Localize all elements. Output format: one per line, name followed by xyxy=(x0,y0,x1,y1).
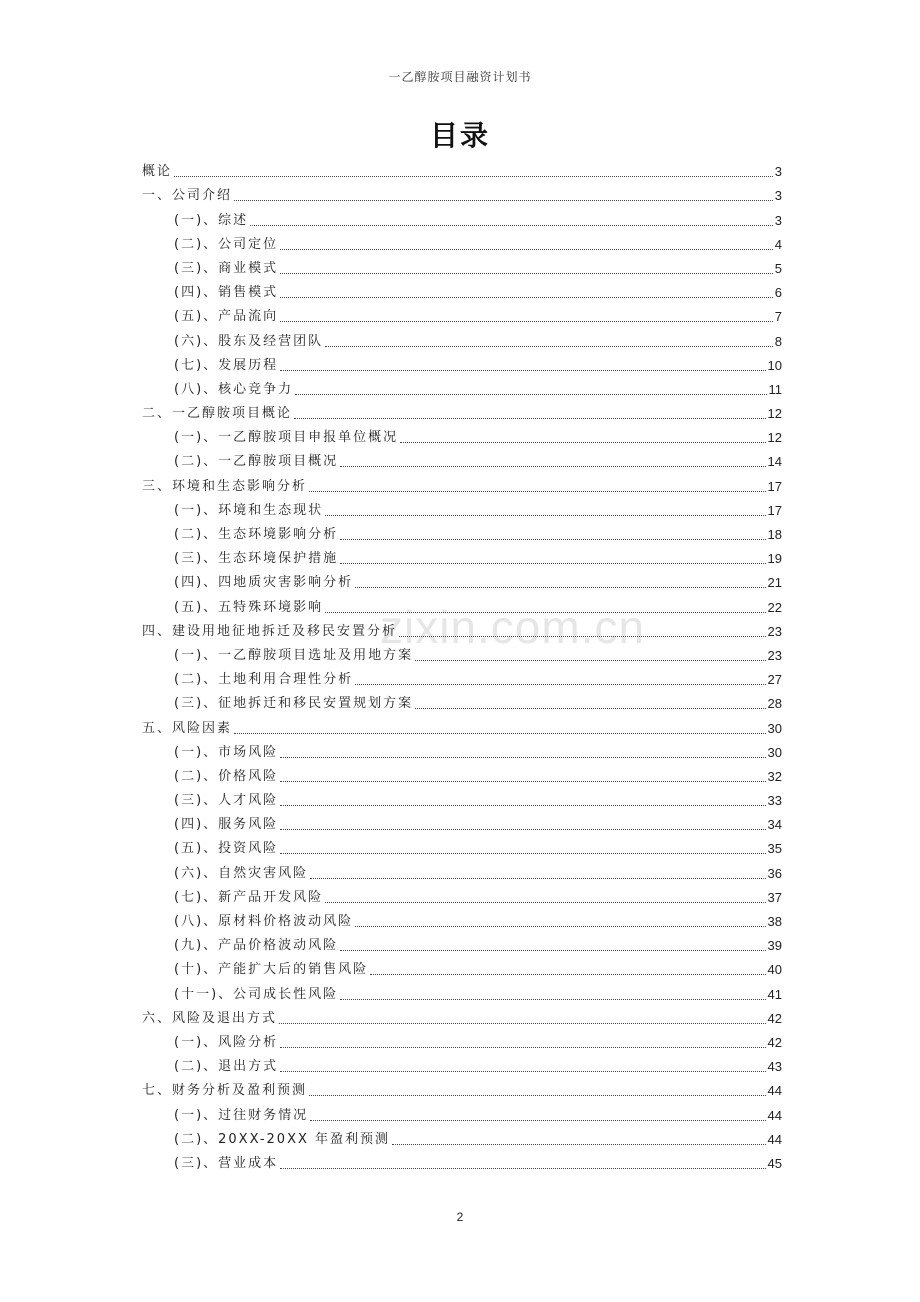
toc-entry[interactable] xyxy=(142,982,782,1006)
toc-entry-page: 33 xyxy=(767,793,782,809)
dot-leader xyxy=(415,707,765,709)
dot-leader xyxy=(280,272,773,274)
toc-entry[interactable] xyxy=(142,354,782,378)
toc-entry-page: 12 xyxy=(767,430,782,446)
toc-entry[interactable] xyxy=(142,595,782,619)
toc-entry-page: 38 xyxy=(767,914,782,929)
dot-leader xyxy=(280,1070,765,1072)
dot-leader xyxy=(174,175,773,177)
toc-entry[interactable] xyxy=(142,716,782,740)
toc-entry-page: 37 xyxy=(767,889,782,905)
toc-entry-title: 概论 xyxy=(142,164,173,180)
dot-leader xyxy=(325,514,765,516)
toc-entry[interactable] xyxy=(142,692,782,716)
toc-entry-page: 44 xyxy=(767,1107,782,1123)
toc-entry-title: (六)、自然灾害风险 xyxy=(174,865,309,881)
toc-entry-title: (二)、土地利用合理性分析 xyxy=(174,672,354,688)
toc-entry-title: (一)、一乙醇胺项目申报单位概况 xyxy=(174,430,399,446)
toc-entry-title: (一)、环境和生态现状 xyxy=(174,502,324,518)
dot-leader xyxy=(250,224,773,226)
dot-leader xyxy=(280,369,765,371)
dot-leader xyxy=(340,465,765,467)
dot-leader xyxy=(310,877,765,879)
toc-entry[interactable] xyxy=(142,499,782,523)
toc-entry[interactable] xyxy=(142,668,782,692)
toc-entry-page: 7 xyxy=(774,309,782,325)
toc-entry[interactable] xyxy=(142,523,782,547)
toc-entry-title: (九)、产品价格波动风险 xyxy=(174,938,339,954)
toc-entry[interactable] xyxy=(142,644,782,668)
toc-entry-title: (三)、生态环境保护措施 xyxy=(174,551,339,567)
toc-entry[interactable] xyxy=(142,329,782,353)
dot-leader xyxy=(280,320,773,322)
toc-entry-title: (十)、产能扩大后的销售风险 xyxy=(174,962,369,978)
toc-entry-title: 二、一乙醇胺项目概论 xyxy=(142,406,293,422)
toc-entry[interactable] xyxy=(142,402,782,426)
toc-entry[interactable] xyxy=(142,281,782,305)
toc-entry-page: 23 xyxy=(767,647,782,663)
toc-entry-title: (一)、风险分析 xyxy=(174,1034,279,1050)
toc-entry-page: 34 xyxy=(767,817,782,833)
dot-leader xyxy=(309,490,766,492)
toc-entry-page: 32 xyxy=(767,768,782,784)
dot-leader xyxy=(295,393,766,395)
toc-entry[interactable] xyxy=(142,450,782,474)
toc-entry-page: 30 xyxy=(767,720,782,736)
toc-entry-title: (五)、投资风险 xyxy=(174,841,279,857)
toc-entry[interactable] xyxy=(142,474,782,498)
toc-entry[interactable] xyxy=(142,861,782,885)
toc-entry-page: 21 xyxy=(767,575,782,591)
dot-leader xyxy=(400,441,765,443)
toc-entry-page: 27 xyxy=(767,672,782,688)
dot-leader xyxy=(399,635,766,637)
toc-entry-page: 14 xyxy=(767,454,782,470)
toc-entry-page: 18 xyxy=(767,527,782,542)
toc-entry-page: 39 xyxy=(767,938,782,954)
toc-entry-page: 19 xyxy=(767,551,782,567)
toc-entry-title: (八)、原材料价格波动风险 xyxy=(174,914,354,929)
dot-leader xyxy=(280,1167,765,1169)
toc-entry[interactable] xyxy=(142,208,782,232)
toc-entry[interactable] xyxy=(142,1055,782,1079)
table-of-contents xyxy=(142,160,782,1176)
dot-leader xyxy=(310,1119,765,1121)
watermark: zixin.com.cn xyxy=(380,601,646,653)
toc-entry[interactable] xyxy=(142,305,782,329)
toc-entry-title: (三)、人才风险 xyxy=(174,793,279,809)
dot-leader xyxy=(325,345,773,347)
toc-entry-title: 六、风险及退出方式 xyxy=(142,1010,278,1026)
dot-leader xyxy=(370,973,765,975)
toc-entry-title: (一)、过往财务情况 xyxy=(174,1107,309,1123)
dot-leader xyxy=(280,804,765,806)
toc-entry-title: 五、风险因素 xyxy=(142,720,233,736)
toc-entry-title: 七、财务分析及盈利预测 xyxy=(142,1083,308,1099)
toc-entry[interactable] xyxy=(142,910,782,934)
dot-leader xyxy=(280,852,765,854)
toc-entry-page: 17 xyxy=(767,502,782,518)
toc-entry-title: (三)、商业模式 xyxy=(174,260,279,276)
dot-leader xyxy=(280,248,773,250)
toc-entry[interactable] xyxy=(142,620,782,644)
toc-entry-title: (二)、公司定位 xyxy=(174,236,279,252)
toc-entry[interactable] xyxy=(142,837,782,861)
dot-leader xyxy=(325,611,765,613)
toc-entry[interactable] xyxy=(142,789,782,813)
toc-entry-title: (一)、市场风险 xyxy=(174,744,279,760)
dot-leader xyxy=(234,732,766,734)
toc-entry[interactable] xyxy=(142,378,782,402)
toc-entry-page: 40 xyxy=(767,962,782,978)
toc-entry[interactable] xyxy=(142,1079,782,1103)
dot-leader xyxy=(340,998,765,1000)
dot-leader xyxy=(325,901,765,903)
toc-entry[interactable] xyxy=(142,741,782,765)
toc-entry-title: (四)、四地质灾害影响分析 xyxy=(174,575,354,591)
toc-entry-title: (二)、价格风险 xyxy=(174,768,279,784)
toc-entry[interactable] xyxy=(142,1007,782,1031)
toc-entry-title: (八)、核心竞争力 xyxy=(174,381,294,397)
toc-entry-page: 35 xyxy=(767,841,782,857)
toc-entry-title: (六)、股东及经营团队 xyxy=(174,333,324,349)
toc-entry[interactable] xyxy=(142,547,782,571)
dot-leader xyxy=(355,925,765,927)
dot-leader xyxy=(340,562,765,564)
toc-entry[interactable] xyxy=(142,426,782,450)
toc-entry-title: (五)、五特殊环境影响 xyxy=(174,599,324,615)
toc-entry-page: 36 xyxy=(767,865,782,881)
toc-entry-page: 8 xyxy=(774,333,782,349)
toc-entry-title: (二)、退出方式 xyxy=(174,1059,279,1075)
toc-entry[interactable] xyxy=(142,958,782,982)
toc-entry-page: 44 xyxy=(767,1083,782,1099)
toc-entry-title: 四、建设用地征地拆迁及移民安置分析 xyxy=(142,623,398,639)
dot-leader xyxy=(355,683,765,685)
toc-entry-page: 10 xyxy=(767,357,782,373)
page-title: 目录 xyxy=(429,119,490,152)
dot-leader xyxy=(234,199,773,201)
toc-entry-title: (七)、发展历程 xyxy=(174,357,279,373)
toc-entry-title: (五)、产品流向 xyxy=(174,309,279,325)
toc-entry-title: (七)、新产品开发风险 xyxy=(174,889,324,905)
toc-entry[interactable] xyxy=(142,571,782,595)
toc-entry-title: (十一)、公司成长性风险 xyxy=(174,986,339,1002)
toc-entry-page: 4 xyxy=(774,236,782,252)
toc-entry-title: (四)、服务风险 xyxy=(174,817,279,833)
dot-leader xyxy=(340,538,765,540)
toc-entry-title: (四)、销售模式 xyxy=(174,285,279,301)
toc-entry[interactable] xyxy=(142,1128,782,1152)
toc-entry-title: (二)、一乙醇胺项目概况 xyxy=(174,454,339,470)
toc-entry-page: 17 xyxy=(767,478,782,494)
toc-entry-page: 3 xyxy=(774,212,782,228)
dot-leader xyxy=(280,780,765,782)
toc-entry-title: (三)、征地拆迁和移民安置规划方案 xyxy=(174,696,414,712)
dot-leader xyxy=(294,417,766,419)
toc-entry-title: (二)、20XX-20XX 年盈利预测 xyxy=(174,1131,391,1147)
toc-entry[interactable] xyxy=(142,1103,782,1127)
dot-leader xyxy=(280,1046,765,1048)
dot-leader xyxy=(355,586,765,588)
toc-entry-page: 43 xyxy=(767,1059,782,1075)
page-number: 2 xyxy=(456,1210,464,1224)
toc-entry-page: 11 xyxy=(768,381,782,397)
toc-entry-page: 44 xyxy=(767,1131,782,1147)
toc-entry-title: (三)、营业成本 xyxy=(174,1155,279,1171)
toc-entry[interactable] xyxy=(142,1031,782,1055)
running-header: 一乙醇胺项目融资计划书 xyxy=(388,70,532,84)
dot-leader xyxy=(340,949,765,951)
dot-leader xyxy=(415,659,765,661)
toc-entry-page: 12 xyxy=(767,406,782,422)
toc-entry[interactable] xyxy=(142,934,782,958)
toc-entry-page: 22 xyxy=(767,599,782,615)
dot-leader xyxy=(279,1022,766,1024)
toc-entry-page: 23 xyxy=(767,623,782,639)
toc-entry[interactable] xyxy=(142,813,782,837)
toc-entry-page: 28 xyxy=(767,696,782,712)
toc-entry-page: 3 xyxy=(774,164,782,180)
toc-entry-page: 30 xyxy=(767,744,782,760)
toc-entry[interactable] xyxy=(142,257,782,281)
toc-entry-page: 6 xyxy=(774,285,782,301)
dot-leader xyxy=(280,828,765,830)
dot-leader xyxy=(392,1143,766,1145)
toc-entry-page: 5 xyxy=(774,260,782,276)
toc-entry-title: 三、环境和生态影响分析 xyxy=(142,478,308,494)
toc-entry-title: (二)、生态环境影响分析 xyxy=(174,527,339,542)
toc-entry[interactable] xyxy=(142,184,782,208)
dot-leader xyxy=(280,296,773,298)
toc-entry-page: 42 xyxy=(767,1010,782,1026)
toc-entry-title: 一、公司介绍 xyxy=(142,188,233,204)
toc-entry-title: (一)、综述 xyxy=(174,212,249,228)
dot-leader xyxy=(280,756,765,758)
toc-entry-page: 3 xyxy=(774,188,782,204)
toc-entry[interactable] xyxy=(142,160,782,184)
toc-entry[interactable] xyxy=(142,233,782,257)
dot-leader xyxy=(309,1094,766,1096)
toc-entry[interactable] xyxy=(142,765,782,789)
toc-entry[interactable] xyxy=(142,886,782,910)
toc-entry-page: 41 xyxy=(767,986,782,1002)
toc-entry[interactable] xyxy=(142,1152,782,1176)
toc-entry-page: 45 xyxy=(767,1155,782,1171)
toc-entry-title: (一)、一乙醇胺项目选址及用地方案 xyxy=(174,647,414,663)
toc-entry-page: 42 xyxy=(767,1034,782,1050)
